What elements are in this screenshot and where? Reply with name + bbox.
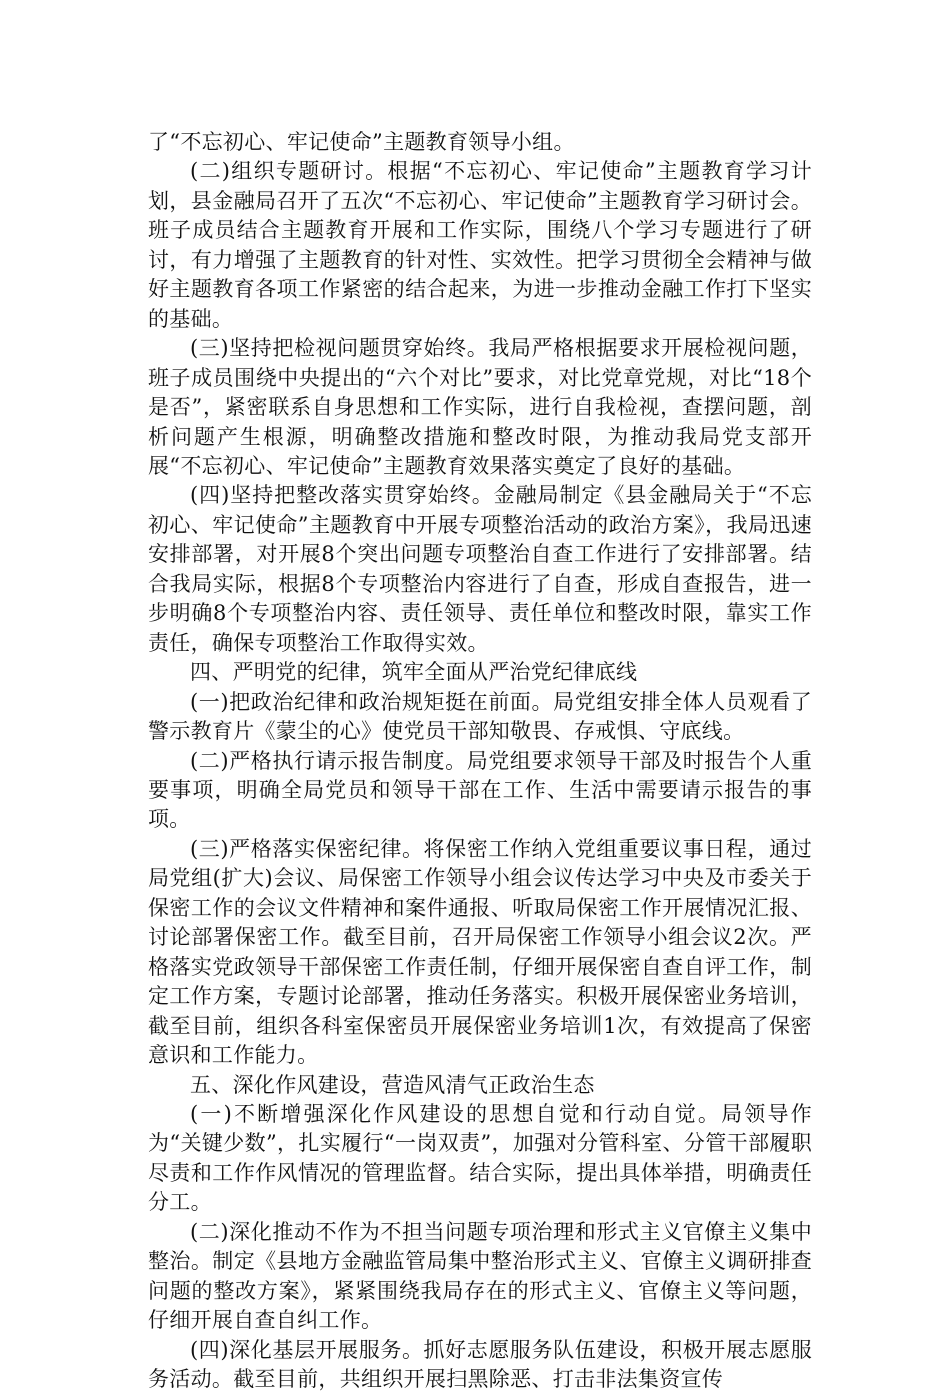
paragraph-volunteer-service: (四)深化基层开展服务。抓好志愿服务队伍建设，积极开展志愿服务活动。截至目前，共组织开展扫黑除恶、打击非法集资宣传 (148, 1337, 812, 1392)
document-page (148, 128, 812, 1394)
paragraph-style-awareness: (一)不断增强深化作风建设的思想自觉和行动自觉。局领导作为“关键少数”，扎实履行“一岗双责”，加强对分管科室、分管干部履职尽责和工作作风情况的管理监督。结合实际，提出具体举措，明确责任分工。 (148, 1101, 812, 1215)
paragraph-rectification: (四)坚持把整改落实贯穿始终。金融局制定《县金融局关于“不忘初心、牢记使命”主题教育中开展专项整治活动的政治方案》，我局迅速安排部署，对开展8个突出问题专项整治自查工作进行了安排部署。结合我局实际，根据8个专项整治内容进行了自查，形成自查报告，进一步明确8个专项整治内容、责任领导、责任单位和整改时限，靠实工作责任，确保专项整治工作取得实效。 (148, 483, 812, 655)
section-heading-work-style: 五、深化作风建设，营造风清气正政治生态 (190, 1072, 595, 1097)
paragraph-problem-review: (三)坚持把检视问题贯穿始终。我局严格根据要求开展检视问题，班子成员围绕中央提出的“六个对比”要求，对比党章党规，对比“18个是否”，紧密联系自身思想和工作实际，进行自我检视，查摆问题，剖析问题产生根源，明确整改措施和整改时限，为推动我局党支部开展“不忘初心、牢记使命”主题教育效果落实奠定了良好的基础。 (148, 336, 812, 478)
paragraph-confidentiality: (三)严格落实保密纪律。将保密工作纳入党组重要议事日程，通过局党组(扩大)会议、局保密工作领导小组会议传达学习中央及市委关于保密工作的会议文件精神和案件通报、听取局保密工作开展情况汇报、讨论部署保密工作。截至目前，召开局保密工作领导小组会议2次。严格落实党政领导干部保密工作责任制，仔细开展保密自查自评工作，制定工作方案，专题讨论部署，推动任务落实。积极开展保密业务培训，截至目前，组织各科室保密员开展保密业务培训1次，有效提高了保密意识和工作能力。 (148, 836, 812, 1068)
paragraph-reporting-system: (二)严格执行请示报告制度。局党组要求领导干部及时报告个人重要事项，明确全局党员和领导干部在工作、生活中需要请示报告的事项。 (148, 748, 812, 832)
paragraph-political-discipline: (一)把政治纪律和政治规矩挺在前面。局党组安排全体人员观看了警示教育片《蒙尘的心》使党员干部知敬畏、存戒惧、守底线。 (148, 689, 812, 744)
section-heading-discipline: 四、严明党的纪律，筑牢全面从严治党纪律底线 (190, 660, 638, 685)
paragraph-special-governance: (二)深化推动不作为不担当问题专项治理和形式主义官僚主义集中整治。制定《县地方金融监管局集中整治形式主义、官僚主义调研排查问题的整改方案》，紧紧围绕我局存在的形式主义、官僚主义等问题，仔细开展自查自纠工作。 (148, 1219, 812, 1333)
paragraph-continuation: 了“不忘初心、牢记使命”主题教育领导小组。 (148, 130, 575, 154)
paragraph-topic-study: (二)组织专题研讨。根据“不忘初心、牢记使命”主题教育学习计划，县金融局召开了五次“不忘初心、牢记使命”主题教育学习研讨会。班子成员结合主题教育开展和工作实际，围绕八个学习专题进行了研讨，有力增强了主题教育的针对性、实效性。把学习贯彻全会精神与做好主题教育各项工作紧密的结合起来，为进一步推动金融工作打下坚实的基础。 (148, 159, 812, 331)
